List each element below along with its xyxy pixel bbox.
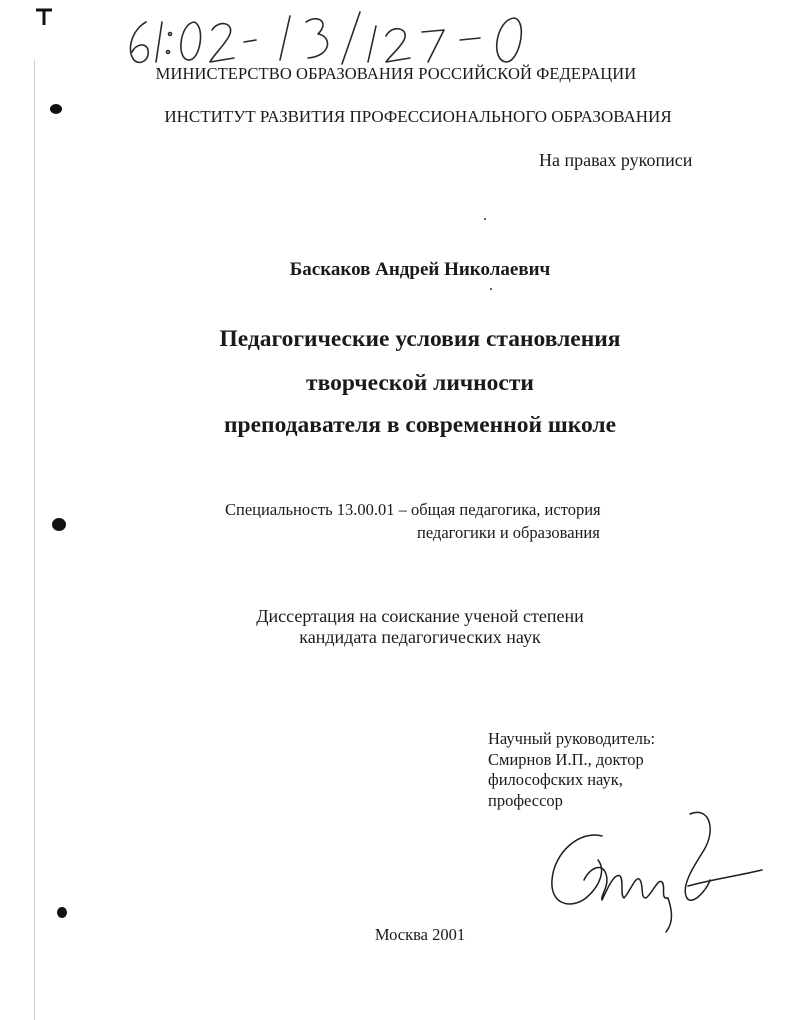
scan-speck bbox=[484, 218, 486, 220]
specialty-line-2: педагогики и образования bbox=[417, 523, 600, 542]
specialty-block bbox=[225, 498, 601, 544]
scan-speck bbox=[490, 288, 492, 290]
manuscript-rights-note: На правах рукописи bbox=[539, 150, 693, 170]
supervisor-degree: философских наук, bbox=[488, 770, 623, 789]
scan-edge-line bbox=[34, 60, 35, 1020]
supervisor-label: Научный руководитель: bbox=[488, 729, 656, 748]
handwritten-registry-number bbox=[110, 0, 550, 72]
author-name: Баскаков Андрей Николаевич bbox=[289, 259, 551, 280]
ink-blot bbox=[57, 907, 67, 918]
supervisor-block bbox=[488, 729, 655, 811]
city-and-year: Москва 2001 bbox=[374, 925, 466, 944]
ink-blot bbox=[52, 518, 66, 531]
degree-line-2: кандидата педагогических наук bbox=[299, 627, 541, 647]
dissertation-title-line-2: творческой личности bbox=[306, 370, 534, 396]
corner-bracket-mark bbox=[34, 8, 54, 26]
ministry-heading: МИНИСТЕРСТВО ОБРАЗОВАНИЯ РОССИЙСКОЙ ФЕДЕРАЦИИ bbox=[155, 64, 637, 83]
specialty-line-1: Специальность 13.00.01 – общая педагогика, история bbox=[225, 500, 601, 519]
degree-statement bbox=[0, 606, 792, 648]
institute-heading: ИНСТИТУТ РАЗВИТИЯ ПРОФЕССИОНАЛЬНОГО ОБРАЗОВАНИЯ bbox=[164, 107, 672, 126]
dissertation-title-line-1: Педагогические условия становления bbox=[219, 326, 621, 352]
degree-line-1: Диссертация на соискание ученой степени bbox=[256, 606, 584, 626]
supervisor-title: профессор bbox=[488, 790, 563, 810]
supervisor-name: Смирнов И.П., доктор bbox=[488, 749, 644, 769]
handwritten-signature bbox=[540, 800, 765, 935]
dissertation-title-line-3: преподавателя в современной школе bbox=[223, 412, 617, 438]
